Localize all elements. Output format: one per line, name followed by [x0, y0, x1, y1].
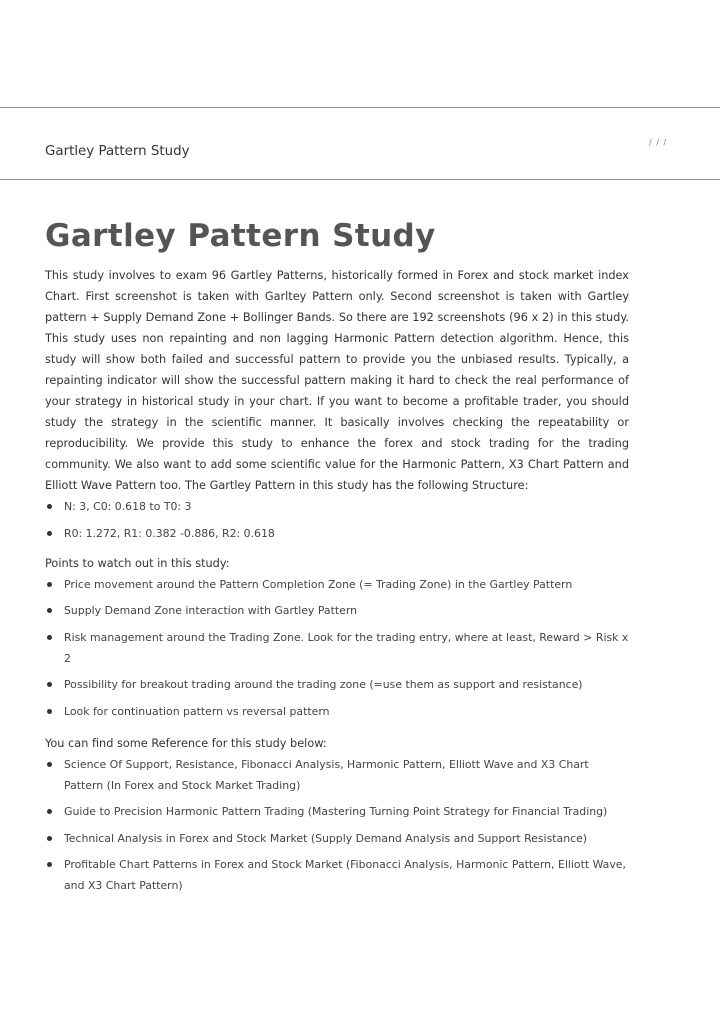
header-title: Gartley Pattern Study	[45, 144, 190, 159]
bullet-dot-icon	[47, 608, 52, 613]
article-body	[45, 213, 629, 902]
list-item-text: Price movement around the Pattern Completion Zone (= Trading Zone) in the Gartley Pattern	[64, 577, 573, 591]
list-item	[45, 801, 629, 822]
list-item-text: Supply Demand Zone interaction with Gartley Pattern	[64, 604, 358, 617]
structure-list	[45, 496, 629, 544]
bullet-dot-icon	[47, 809, 52, 814]
references-heading: You can find some Reference for this study below:	[45, 736, 327, 750]
list-item	[45, 674, 629, 695]
list-item-text: Risk management around the Trading Zone. Look for the trading entry, where at least, Reward > Risk x 2	[64, 630, 629, 665]
list-item	[45, 701, 629, 722]
list-item-text: Look for continuation pattern vs reversal pattern	[64, 704, 330, 718]
intro-paragraph: This study involves to exam 96 Gartley Patterns, historically formed in Forex and stock market index Chart. First screenshot is taken with Garltey Pattern only. Second screenshot is taken with Gartley pattern + Supply Demand Zone + Bollinger Bands. So there are 192 screenshots (96 x 2) in this study. This study uses non repainting and non lagging Harmonic Pattern detection algorithm. Hence, this study will show both failed and successful pattern to provide you the unbiased results. Typically, a repainting indicator will show the successful pattern making it hard to check the real performance of your strategy in historical study in your chart. If you want to become a profitable trader, you should study the strategy in the scientific manner. It basically involves checking the repeatability or reproducibility. We provide this study to enhance the forex and stock trading for the trading community. We also want to add some scientific value for the Harmonic Pattern, X3 Chart Pattern and Elliott Wave Pattern too. The Gartley Pattern in this study has the following Structure:	[45, 269, 629, 492]
bullet-dot-icon	[47, 504, 52, 509]
header-bar	[0, 108, 720, 179]
list-item	[45, 754, 629, 796]
bullet-dot-icon	[47, 862, 52, 867]
bullet-dot-icon	[47, 762, 52, 767]
list-item-text: N: 3, C0: 0.618 to T0: 3	[64, 500, 192, 513]
list-item-text: Science Of Support, Resistance, Fibonacci Analysis, Harmonic Pattern, Elliott Wave and X3 Chart Pattern (In Forex and Stock Market Trading)	[64, 757, 589, 792]
list-item	[45, 496, 629, 517]
bullet-dot-icon	[47, 531, 52, 536]
list-item	[45, 600, 629, 621]
list-item	[45, 854, 629, 896]
bullet-dot-icon	[47, 709, 52, 714]
list-item	[45, 627, 629, 669]
list-item	[45, 523, 629, 544]
bullet-dot-icon	[47, 836, 52, 841]
watch-points-heading: Points to watch out in this study:	[45, 556, 230, 570]
list-item	[45, 574, 629, 595]
page-title: Gartley Pattern Study	[45, 218, 436, 254]
header-bottom-divider	[0, 179, 720, 180]
bullet-dot-icon	[47, 682, 52, 687]
list-item-text: R0: 1.272, R1: 0.382 -0.886, R2: 0.618	[64, 526, 275, 540]
watch-points-list	[45, 574, 629, 722]
breadcrumb: / / /	[649, 138, 668, 147]
list-item-text: Profitable Chart Patterns in Forex and Stock Market (Fibonacci Analysis, Harmonic Pattern, Elliott Wave, and X3 Chart Pattern)	[64, 858, 626, 892]
list-item-text: Guide to Precision Harmonic Pattern Trading (Mastering Turning Point Strategy for Financial Trading)	[64, 805, 608, 818]
list-item	[45, 828, 629, 849]
list-item-text: Technical Analysis in Forex and Stock Market (Supply Demand Analysis and Support Resistance)	[64, 831, 588, 845]
list-item-text: Possibility for breakout trading around the trading zone (=use them as support and resistance)	[64, 678, 583, 691]
references-list	[45, 754, 629, 897]
bullet-dot-icon	[47, 635, 52, 640]
bullet-dot-icon	[47, 582, 52, 587]
